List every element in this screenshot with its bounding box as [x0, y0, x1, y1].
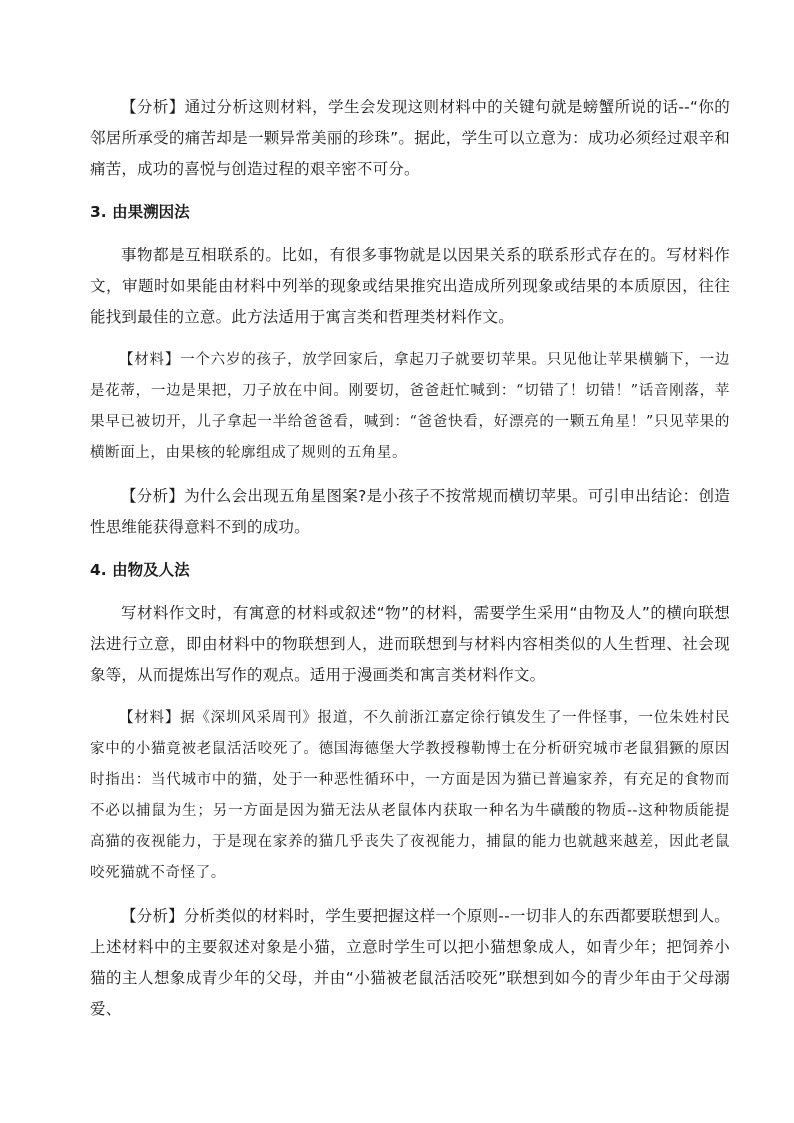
- body-text: 事物都是互相联系的。比如，有很多事物就是以因果关系的联系形式存在的。写材料作文，审题时如果能由材料中列举的现象或结果推究出造成所列现象或结果的本质原因，往往能找到最佳的立意。此方法适用于寓言类和哲理类材料作文。: [90, 246, 730, 326]
- material-paragraph-2: [90, 703, 730, 889]
- body-text: 写材料作文时，有寓意的材料或叙述“物”的材料，需要学生采用“由物及人”的横向联想法进行立意，即由材料中的物联想到人，进而联想到与材料内容相类似的人生哲理、社会现象等，从而提炼出写作的观点。适用于漫画类和寓言类材料作文。: [90, 604, 730, 684]
- material-text: 据《深圳风采周刊》报道，不久前浙江嘉定徐行镇发生了一件怪事，一位朱姓村民家中的小猫竟被老鼠活活咬死了。德国海德堡大学教授穆勒博士在分析研究城市老鼠猖獗的原因时指出：当代城市中的猫，处于一种恶性循环中，一方面是因为猫已普遍家养，有充足的食物而不必以捕鼠为生；另一方面是因为猫无法从老鼠体内获取一种名为牛磺酸的物质--这种物质能提高猫的夜视能力，于是现在家养的猫几乎丧失了夜视能力，捕鼠的能力也就越来越差，因此老鼠咬死猫就不奇怪了。: [90, 710, 730, 881]
- material-tag: 【材料】: [119, 710, 181, 726]
- body-paragraph-3: [90, 240, 730, 333]
- analysis-text: 通过分析这则材料，学生会发现这则材料中的关键句就是螃蟹所说的话--“你的邻居所承受的痛苦却是一颗异常美丽的珍珠”。据此，学生可以立意为：成功必须经过艰辛和痛苦，成功的喜悦与创造过程的艰辛密不可分。: [90, 98, 730, 178]
- analysis-tag: 【分析】: [121, 98, 185, 116]
- material-paragraph-1: [90, 345, 730, 469]
- analysis-paragraph-2: [90, 481, 730, 543]
- analysis-text: 为什么会出现五角星图案?是小孩子不按常规而横切苹果。可引申出结论：创造性思维能获得意料不到的成功。: [90, 487, 730, 536]
- material-text: 一个六岁的孩子，放学回家后，拿起刀子就要切苹果。只见他让苹果横躺下，一边是花蒂，一边是果把，刀子放在中间。刚要切，爸爸赶忙喊到：“切错了！切错！”话音刚落，苹果早已被切开，儿子拿起一半给爸爸看，喊到：“爸爸快看，好漂亮的一颗五角星！”只见苹果的横断面上，由果核的轮廓组成了规则的五角星。: [90, 352, 730, 461]
- analysis-tag: 【分析】: [121, 487, 185, 505]
- analysis-tag: 【分析】: [121, 907, 184, 925]
- analysis-paragraph-3: [90, 901, 730, 1025]
- section-heading-3: 3. 由果溯因法: [90, 203, 190, 221]
- body-paragraph-4: [90, 598, 730, 691]
- document-page: [90, 92, 730, 1037]
- analysis-text: 分析类似的材料时，学生要把握这样一个原则--一切非人的东西都要联想到人。上述材料中的主要叙述对象是小猫，立意时学生可以把小猫想象成人，如青少年；把饲养小猫的主人想象成青少年的父母，并由“小猫被老鼠活活咬死”联想到如今的青少年由于父母溺爱、: [90, 907, 730, 1018]
- section-heading-4: 4. 由物及人法: [90, 561, 190, 579]
- material-tag: 【材料】: [119, 352, 181, 368]
- analysis-paragraph-1: [90, 92, 730, 185]
